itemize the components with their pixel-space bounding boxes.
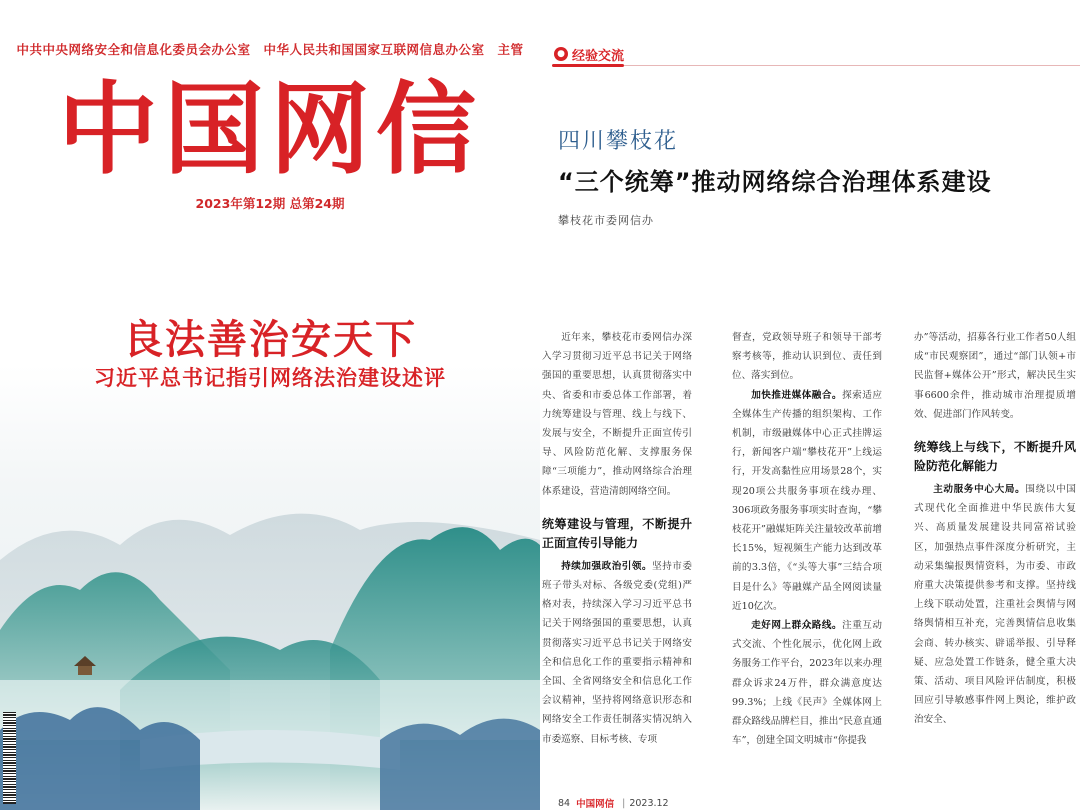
section-rule xyxy=(624,65,1080,66)
page-number: 84 xyxy=(558,797,571,809)
paragraph-body: 坚持市委班子带头对标、各级党委(党组)严格对表，持续深入学习习近平总书记关于网络强国的重要思想，认真贯彻落实习近平总书记关于网络安全和信息化工作的重要指示精神和全国、全省网络安全和信息化工作会议精神，坚持将网络意识形态和网络安全工作责任制落实情况纳入市委巡察、目标考核、专项 xyxy=(542,560,693,745)
paragraph-body: 探索适应全媒体生产传播的组织架构、工作机制，市级融媒体中心正式挂牌运行，新闻客户端“攀枝花开”上线运行，开发高黏性应用场景28个，实现20项公共服务事项在线办理、306项政务服务事项实时查询，“攀枝花开”融媒矩阵关注量较改革前增长15%，短视频生产能力达到改革前的3.3倍，《“头等大事”三结合项目是什么》等融媒产品全网阅读量近10亿次。 xyxy=(732,389,883,612)
article-title: “三个统筹”推动网络综合治理体系建设 xyxy=(558,168,992,196)
paragraph: 办”等活动，招募各行业工作者50人组成“市民观察团”，通过“部门认领+市民监督+媒体公开”形式，解决民生实事6600余件，推动城市治理提质增效、促进部门作风转变。 xyxy=(914,332,1076,420)
landscape-illustration xyxy=(0,440,540,810)
section-icon: ● xyxy=(554,47,568,61)
paragraph: 近年来，攀枝花市委网信办深入学习贯彻习近平总书记关于网络强国的重要思想，认真贯彻落实中央、省委和市委总体工作部署，着力统筹建设与管理、线上与线下、发展与安全，不断提升正面宣传引导、风险防范化解、支撑服务保障“三项能力”，推动网络综合治理体系建设，营造清朗网络空间。 xyxy=(542,332,692,497)
paragraph-lead: 持续加强政治引领。 xyxy=(561,560,653,572)
article-author: 攀枝花市委网信办 xyxy=(558,214,654,227)
barcode xyxy=(3,712,16,804)
paragraph xyxy=(542,557,692,749)
page-footer xyxy=(558,796,669,810)
paragraph: 督查，党政领导班子和领导干部考察考核等，推动认识到位、责任到位、落实到位。 xyxy=(732,332,882,382)
article-column-2 xyxy=(732,328,882,750)
paragraph xyxy=(914,480,1076,730)
footer-brand: 中国网信 xyxy=(576,799,615,810)
footer-date: 2023.12 xyxy=(629,797,669,809)
article-column-1 xyxy=(542,328,692,749)
section-label: 经验交流 xyxy=(572,48,625,64)
subheading: 统筹建设与管理，不断提升正面宣传引导能力 xyxy=(542,516,692,550)
paragraph-body: 围绕以中国式现代化全面推进中华民族伟大复兴、高质量发展建设共同富裕试验区，加强热点事件深度分析研究，主动采集编报舆情资料，为市委、市政府重大决策提供参考和支撑。坚持线上线下联动处置，注重社会舆情与网络舆情相互补充，完善舆情信息收集会商、转办核实、辟谣举报、引导释疑、应急处置工作链条，健全重大决策、活动、项目风险评估制度，积极回应引导敏感事件网上舆论，维护政治安全、 xyxy=(914,484,1077,726)
publisher-line: 中共中央网络安全和信息化委员会办公室 中华人民共和国国家互联网信息办公室 主管 xyxy=(16,42,524,57)
paragraph-lead: 主动服务中心大局。 xyxy=(933,484,1026,496)
paragraph xyxy=(732,386,882,616)
paragraph xyxy=(732,616,882,750)
paragraph-body: 注重互动式交流、个性化展示，优化网上政务服务工作平台，2023年以来办理群众诉求24万件，群众满意度达99.3%；上线《民声》全媒体网上群众路线品牌栏目，推出“民意直通车”，创建全国文明城市“你提我 xyxy=(732,620,883,747)
subheading: 统筹线上与线下，不断提升风险防范化解能力 xyxy=(914,440,1076,474)
paragraph-lead: 加快推进媒体融合。 xyxy=(751,389,843,401)
paragraph-lead: 走好网上群众路线。 xyxy=(751,620,843,632)
cover-headline: 良法善治安天下 xyxy=(123,317,417,363)
footer-separator: | xyxy=(622,797,626,809)
masthead: 中国网信 xyxy=(58,71,482,188)
cover-subheadline: 习近平总书记指引网络法治建设述评 xyxy=(94,366,446,390)
section-underline xyxy=(552,64,624,67)
article-column-3 xyxy=(914,328,1076,730)
issue-number: 2023年第12期 总第24期 xyxy=(195,196,345,211)
article-page xyxy=(540,0,1080,810)
article-kicker: 四川攀枝花 xyxy=(558,129,679,154)
